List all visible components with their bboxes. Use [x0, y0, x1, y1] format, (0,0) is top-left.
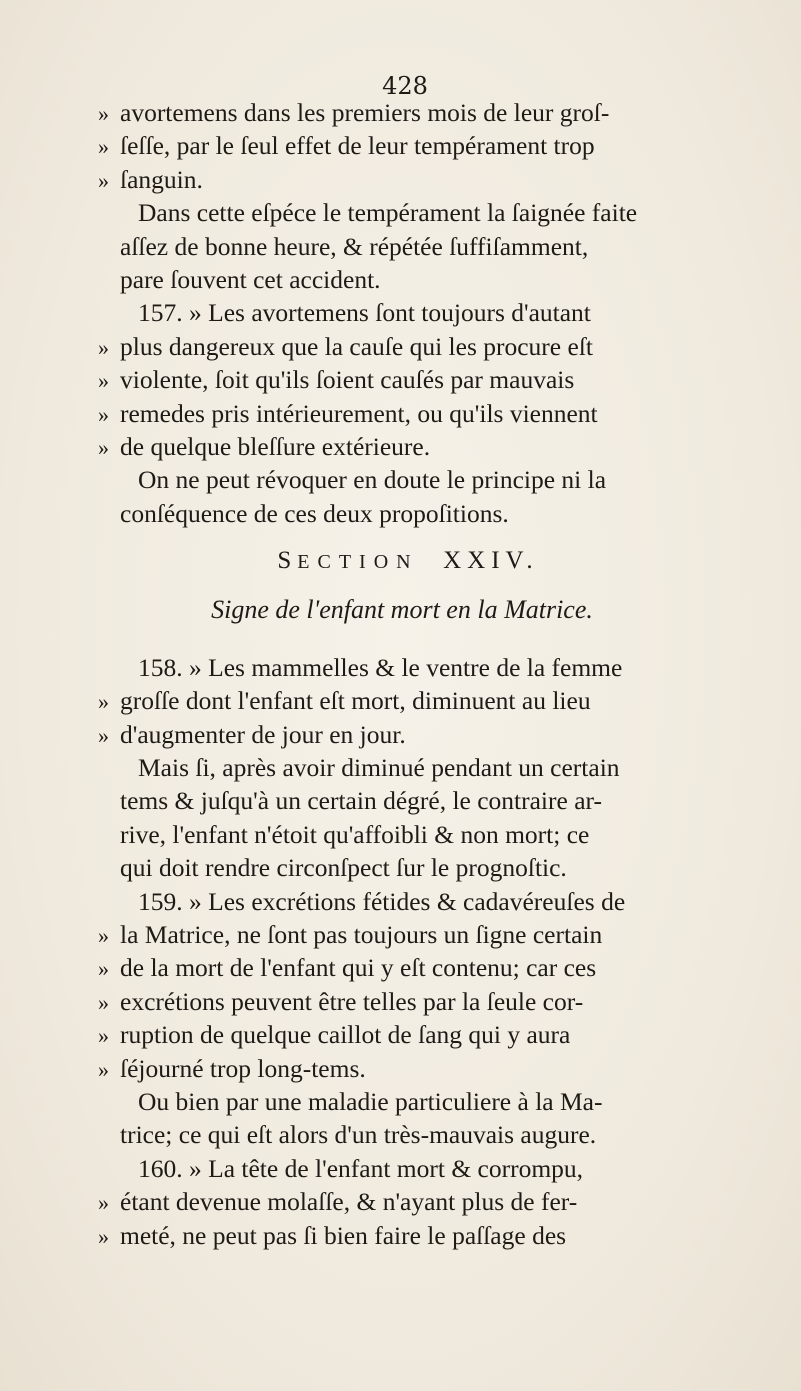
- text-line: [98, 1018, 702, 1051]
- text-line: [98, 397, 702, 430]
- text-line: [98, 684, 702, 717]
- line-text: conſéquence de ces deux propoſitions.: [120, 498, 509, 528]
- text-line: [98, 1052, 702, 1085]
- quote-mark: »: [98, 1023, 109, 1049]
- text-line: [98, 918, 702, 951]
- quote-mark: »: [98, 334, 109, 360]
- text-line: [102, 818, 702, 851]
- line-text: excrétions peuvent être telles par la ſeule cor-: [120, 986, 584, 1016]
- page-number: 428: [382, 72, 428, 100]
- text-line: [102, 1118, 702, 1151]
- text-line: [102, 784, 702, 817]
- text-line: [98, 1185, 702, 1218]
- line-text: ſeſſe, par le ſeul effet de leur tempérament trop: [120, 131, 595, 161]
- text-line: [102, 751, 702, 784]
- line-text: ſéjourné trop long-tems.: [120, 1053, 366, 1083]
- line-text: d'augmenter de jour en jour.: [120, 719, 406, 749]
- text-block-top: [98, 96, 702, 530]
- text-block-bottom: [98, 651, 702, 1252]
- text-line: [98, 330, 702, 363]
- text-line: [102, 263, 702, 296]
- text-line: [98, 363, 702, 396]
- quote-mark: »: [98, 1056, 109, 1082]
- line-text: Dans cette eſpéce le tempérament la ſaignée faite: [138, 198, 638, 228]
- quote-mark: »: [98, 101, 109, 126]
- text-line: [98, 951, 702, 984]
- line-text: ſanguin.: [120, 164, 203, 194]
- line-text: ruption de quelque caillot de ſang qui y aura: [120, 1020, 571, 1050]
- text-line: [102, 885, 702, 918]
- line-text: rive, l'enfant n'étoit qu'affoibli & non mort; ce: [120, 819, 590, 849]
- text-line: [98, 430, 702, 463]
- line-text: Ou bien par une maladie particuliere à la Ma-: [138, 1086, 603, 1116]
- text-line: [102, 1152, 702, 1185]
- section-heading-numeral: XXIV.: [443, 547, 539, 575]
- section-heading: [102, 544, 702, 577]
- quote-mark: »: [98, 1223, 109, 1249]
- line-text: groſſe dont l'enfant eſt mort, diminuent au lieu: [120, 686, 591, 716]
- line-text: 159. » Les excrétions fétides & cadavéreuſes de: [138, 886, 626, 916]
- line-text: meté, ne peut pas ſi bien faire le paſſage des: [120, 1220, 567, 1250]
- line-text: tems & juſqu'à un certain dégré, le contraire ar-: [120, 786, 602, 816]
- quote-mark: »: [98, 167, 109, 193]
- line-text: remedes pris intérieurement, ou qu'ils viennent: [120, 398, 598, 428]
- line-text: 160. » La tête de l'enfant mort & corrompu,: [138, 1153, 584, 1183]
- quote-mark: »: [98, 401, 109, 427]
- text-line: [102, 296, 702, 329]
- text-line: [102, 651, 702, 684]
- quote-mark: »: [98, 434, 109, 460]
- line-text: étant devenue molaſſe, & n'ayant plus de fer-: [120, 1187, 578, 1217]
- line-text: la Matrice, ne ſont pas toujours un ſigne certain: [120, 919, 603, 949]
- text-line: [102, 196, 702, 229]
- text-line: [98, 96, 702, 129]
- text-line: [102, 1085, 702, 1118]
- quote-mark: »: [98, 134, 109, 160]
- line-text: On ne peut révoquer en doute le principe ni la: [138, 465, 607, 495]
- line-text: pare ſouvent cet accident.: [120, 264, 381, 294]
- line-text: 158. » Les mammelles & le ventre de la femme: [138, 652, 623, 682]
- line-text: 157. » Les avortemens ſont toujours d'autant: [138, 298, 591, 328]
- quote-mark: »: [98, 989, 109, 1015]
- page-text: [98, 96, 702, 1252]
- line-text: plus dangereux que la cauſe qui les procure eſt: [120, 331, 593, 361]
- section-heading-word: ECTION: [297, 551, 419, 574]
- text-line: [102, 497, 702, 530]
- quote-mark: »: [98, 722, 109, 748]
- text-line: [98, 1219, 702, 1252]
- line-text: de quelque bleſſure extérieure.: [120, 431, 431, 461]
- text-line: [102, 230, 702, 263]
- text-line: [98, 985, 702, 1018]
- text-line: [102, 851, 702, 884]
- quote-mark: »: [98, 1190, 109, 1216]
- line-text: trice; ce qui eſt alors d'un très-mauvais augure.: [120, 1120, 597, 1150]
- text-line: [98, 718, 702, 751]
- quote-mark: »: [98, 956, 109, 982]
- line-text: qui doit rendre circonſpect ſur le prognoſtic.: [120, 853, 567, 883]
- quote-mark: »: [98, 368, 109, 394]
- section-subheading: Signe de l'enfant mort en la Matrice.: [211, 595, 593, 625]
- text-line: [98, 129, 702, 162]
- line-text: avortemens dans les premiers mois de leur groſ-: [120, 98, 610, 127]
- line-text: de la mort de l'enfant qui y eſt contenu; car ces: [120, 953, 597, 983]
- line-text: violente, ſoit qu'ils ſoient cauſés par mauvais: [120, 365, 575, 395]
- quote-mark: »: [98, 689, 109, 715]
- text-line: [98, 163, 702, 196]
- section-heading-initial: S: [277, 547, 298, 575]
- quote-mark: »: [98, 922, 109, 948]
- line-text: Mais ſi, après avoir diminué pendant un certain: [138, 753, 620, 783]
- text-line: [102, 463, 702, 496]
- line-text: aſſez de bonne heure, & répétée ſuffiſamment,: [120, 231, 589, 261]
